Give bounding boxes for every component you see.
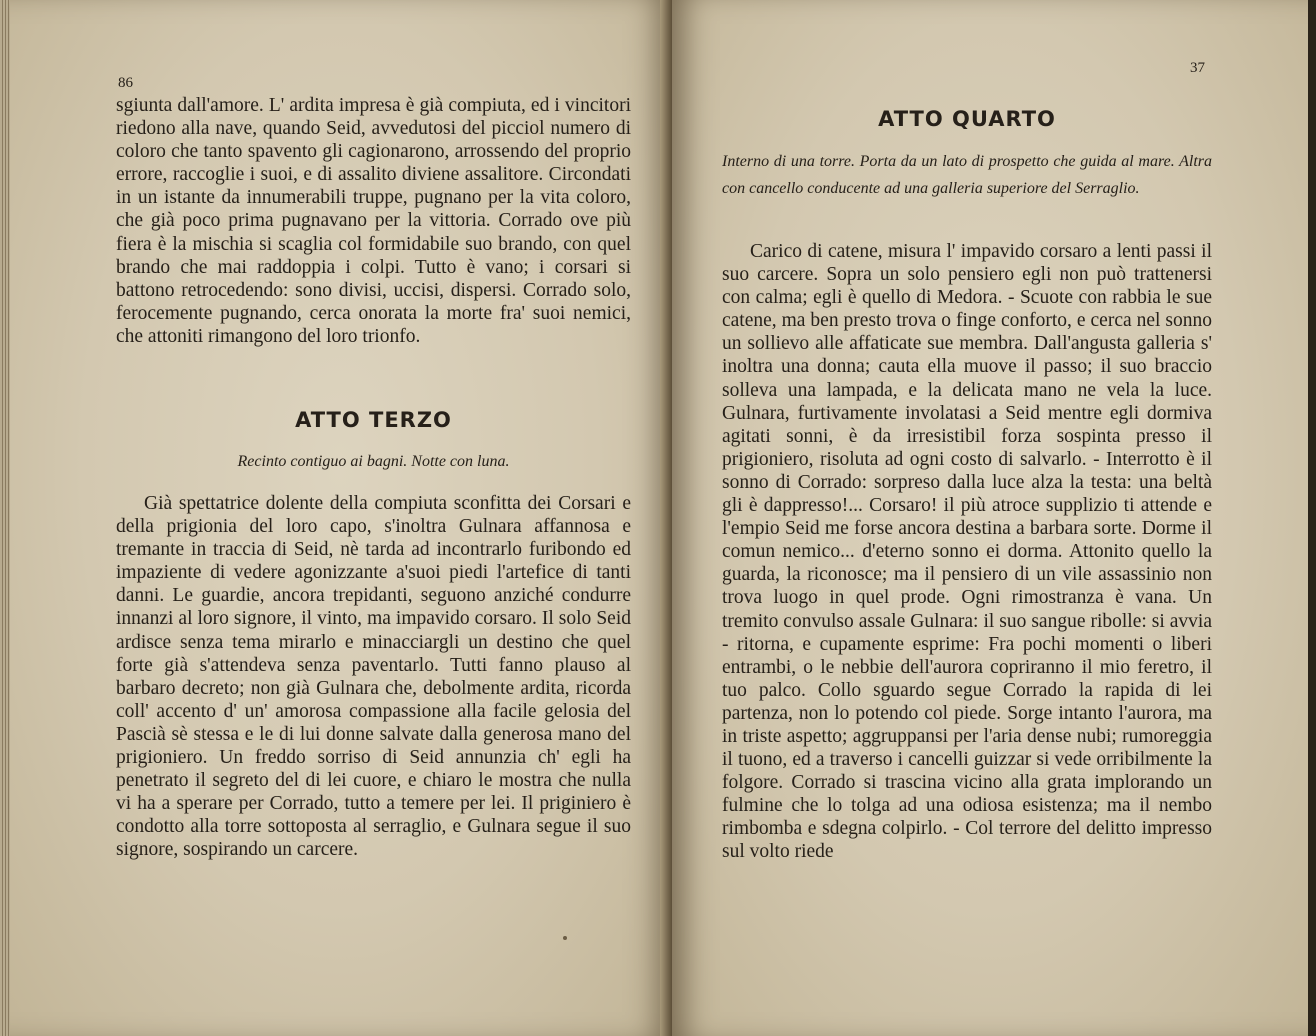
stage-direction-right: Interno di una torre. Porta da un lato di prospetto che guida al mare. Altra con cancello conducente ad una galleria superiore del Serraglio. bbox=[722, 153, 1212, 197]
left-page bbox=[10, 0, 670, 1036]
heading-atto-terzo: ATTO TERZO bbox=[295, 408, 452, 432]
left-body-text bbox=[116, 492, 631, 862]
stage-direction-left: Recinto contiguo ai bagni. Notte con luna. bbox=[237, 453, 510, 470]
heading-atto-quarto: ATTO QUARTO bbox=[878, 107, 1056, 131]
body-paragraph-right: Carico di catene, misura l' impavido corsaro a lenti passi il suo carcere. Sopra un solo pensiero egli non può trattenersi con calma; egli è quello di Medora. - Scuote con rabbia le sue catene, ma ben presto trova o finge conforto, e cerca nel sonno un sollievo alle affaticate sue membra. Dall'angusta galleria s' inoltra una donna; cauta ella muove il passo; il suo braccio solleva una lampada, e la delicata mano ne vela la luce. Gulnara, furtivamente involatasi a Seid mentre egli dormiva agitati sonni, è da irresistibil forza sospinta presso il prigioniero, risoluta ad ogni costo di salvarlo. - Interrotto è il sonno di Corrado: sorpreso dalla luce alza la testa: una beltà gli è dappresso!... Corsaro! il più atroce supplizio ti attende e l'empio Seid me forse ancora destina a barbara sorte. Dorme il comun nemico... d'eterno sonno ei dorma. Attonito quello la guarda, la riconosce; ma il pensiero di un vile assassinio non trova luogo in quel prode. Ogni rimostranza è vana. Un tremito convulso assale Gulnara: il suo sangue ribolle: si avvia - ritorna, e cupamente esprime: Fra pochi momenti o liberi entrambi, o le nebbie dell'aurora copriranno il mio feretro, il tuo palco. Collo sguardo segue Corrado la rapida di lei partenza, non lo potendo col piede. Sorge intanto l'aurora, ma in triste aspetto; aggruppansi per l'aria dense nubi; rumoreggia il tuono, ed a traverso i cancelli guizzar si vede orribilmente la folgore. Corrado si trascina vicino alla grata implorando un fulmine che lo tolga ad una odiosa esistenza; ma il nembo rimbomba e sdegna colpirlo. - Col terrore del delitto impresso sul volto riede bbox=[722, 241, 1212, 863]
left-intro-text bbox=[116, 94, 631, 348]
intro-paragraph: sgiunta dall'amore. L' ardita impresa è già compiuta, ed i vincitori riedono alla nave, quando Seid, avvedutosi del picciol numero di coloro che tanto spavento gli cagionarono, arrossendo del proprio errore, raccoglie i suoi, e di assalito diviene assalitore. Circondati in un istante da innumerabili truppe, pugnano per la vita coloro, che già poco prima pugnavano per la vittoria. Corrado ove più fiera è la mischia si scaglia col formidabile suo brando, con quel brando che mai raddoppia i colpi. Tutto è vano; i corsari si battono retrocedendo: sono divisi, uccisi, dispersi. Corrado solo, ferocemente pugnando, cerca onorata la morte fra' suoi nemici, che attoniti rimangono del loro trionfo. bbox=[116, 95, 631, 347]
right-body-text bbox=[722, 240, 1212, 864]
page-number-left: 86 bbox=[118, 75, 133, 91]
right-page bbox=[672, 0, 1308, 1036]
page-number-right: 37 bbox=[1190, 60, 1205, 76]
ink-speck bbox=[563, 936, 567, 940]
body-paragraph-left: Già spettatrice dolente della compiuta sconfitta dei Corsari e della prigionia del loro capo, s'inoltra Gulnara affannosa e tremante in traccia di Seid, nè tarda ad incontrarlo furibondo ed impaziente di vedere agonizzante a'suoi piedi l'artefice di tanti danni. Le guardie, ancora trepidanti, seguono anziché condurre innanzi al loro signore, il vinto, ma impavido corsaro. Il solo Seid ardisce senza tema mirarlo e minacciargli un destino che quel forte già s'attendeva senza paventarlo. Tutti fanno plauso al barbaro decreto; non già Gulnara che, debolmente ardita, ricorda coll' accento d' un' amorosa compassione alla facile gelosia del Pascià sè stessa e le di lui donne salvate dalla generosa mano del prigioniero. Un freddo sorriso di Seid annunzia ch' egli ha penetrato il segreto del di lei cuore, e chiaro le mostra che nulla vi ha a sperare per Corrado, tutto a temere per lei. Il priginiero è condotto alla torre sottoposta al serraglio, e Gulnara segue il suo signore, sospirando un carcere. bbox=[116, 493, 631, 861]
